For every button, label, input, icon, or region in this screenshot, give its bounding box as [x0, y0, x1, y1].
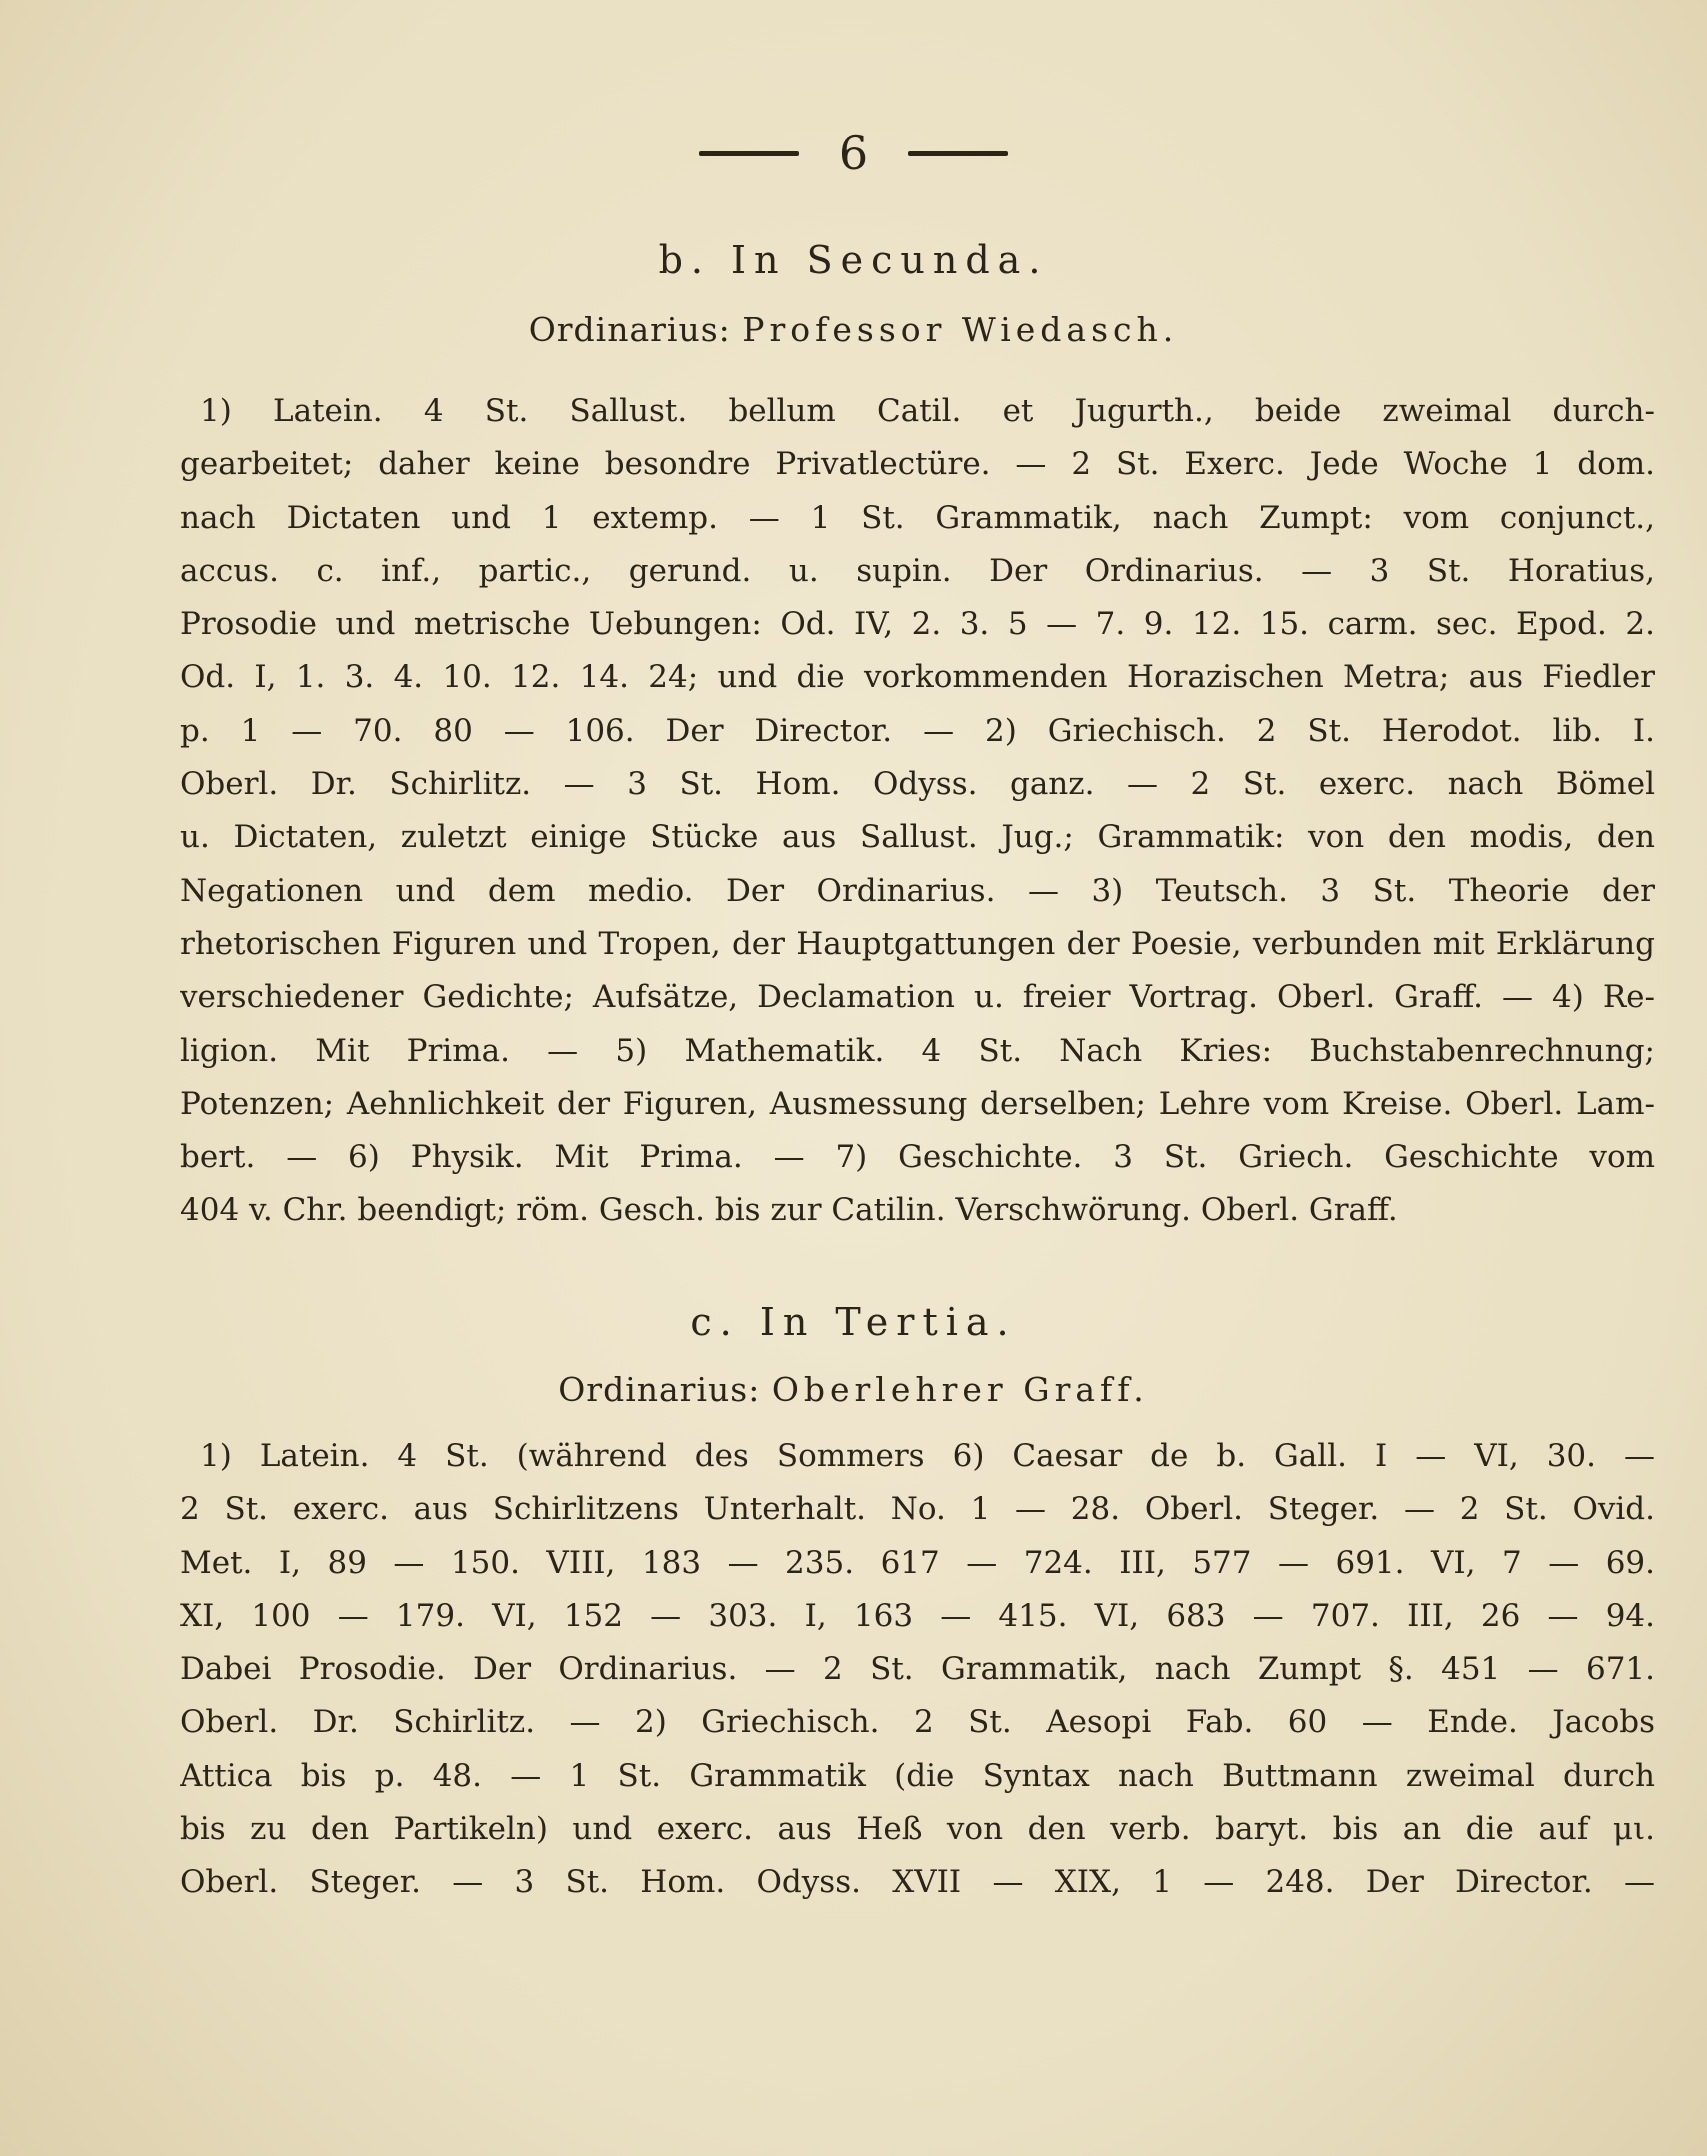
section-b-line: gearbeitet; daher keine besondre Privatlectüre. — 2 St. Exerc. Jede Woche 1 dom. — [180, 446, 1655, 483]
section-c-line: Oberl. Dr. Schirlitz. — 2) Griechisch. 2 St. Aesopi Fab. 60 — Ende. Jacobs — [180, 1704, 1655, 1741]
header-rule-right — [908, 151, 1008, 156]
section-b-line: u. Dictaten, zuletzt einige Stücke aus Sallust. Jug.; Grammatik: von den modis, den — [180, 819, 1655, 856]
section-c-subheading — [0, 1370, 1707, 1409]
section-b-line: Potenzen; Aehnlichkeit der Figuren, Ausmessung derselben; Lehre vom Kreise. Oberl. Lam- — [180, 1085, 1655, 1122]
section-b-line: p. 1 — 70. 80 — 106. Der Director. — 2) Griechisch. 2 St. Herodot. lib. I. — [180, 712, 1655, 749]
section-c-line: Dabei Prosodie. Der Ordinarius. — 2 St. Grammatik, nach Zumpt §. 451 — 671. — [180, 1651, 1655, 1688]
section-b-line: bert. — 6) Physik. Mit Prima. — 7) Geschichte. 3 St. Griech. Geschichte vom — [180, 1139, 1655, 1176]
section-c-line: Attica bis p. 48. — 1 St. Grammatik (die Syntax nach Buttmann zweimal durch — [180, 1757, 1655, 1794]
section-b-line: accus. c. inf., partic., gerund. u. supin. Der Ordinarius. — 3 St. Horatius, — [180, 552, 1655, 589]
section-c-line: Met. I, 89 — 150. VIII, 183 — 235. 617 — 724. III, 577 — 691. VI, 7 — 69. — [180, 1544, 1655, 1581]
section-b-body — [180, 385, 1655, 1238]
section-c-line: Oberl. Steger. — 3 St. Hom. Odyss. XVII — XIX, 1 — 248. Der Director. — — [180, 1864, 1655, 1901]
section-b-line: Od. I, 1. 3. 4. 10. 12. 14. 24; und die vorkommenden Horazischen Metra; aus Fiedler — [180, 659, 1655, 696]
section-b-heading: b. In Secunda. — [658, 238, 1049, 282]
page-number: 6 — [838, 126, 869, 180]
section-b-subheading — [0, 310, 1707, 349]
section-c-ordinarius-name: Oberlehrer Graff. — [771, 1370, 1149, 1409]
section-c-line: XI, 100 — 179. VI, 152 — 303. I, 163 — 415. VI, 683 — 707. III, 26 — 94. — [180, 1597, 1655, 1634]
section-c-heading: c. In Tertia. — [690, 1300, 1017, 1344]
section-c-line: 2 St. exerc. aus Schirlitzens Unterhalt. No. 1 — 28. Oberl. Steger. — 2 St. Ovid. — [180, 1491, 1655, 1528]
section-b-line: ligion. Mit Prima. — 5) Mathematik. 4 St. Nach Kries: Buchstabenrechnung; — [180, 1032, 1655, 1069]
section-b-line: Oberl. Dr. Schirlitz. — 3 St. Hom. Odyss. ganz. — 2 St. exerc. nach Bömel — [180, 766, 1655, 803]
page-header — [0, 126, 1707, 180]
section-c-body — [180, 1430, 1655, 1910]
section-b-line: rhetorischen Figuren und Tropen, der Hauptgattungen der Poesie, verbunden mit Erklärung — [180, 925, 1655, 962]
section-b-line: Negationen und dem medio. Der Ordinarius. — 3) Teutsch. 3 St. Theorie der — [180, 872, 1655, 909]
section-b-ordinarius-name: Professor Wiedasch. — [742, 310, 1179, 349]
section-b-ordinarius-label: Ordinarius: — [528, 310, 731, 349]
section-b-line: 404 v. Chr. beendigt; röm. Gesch. bis zur Catilin. Verschwörung. Oberl. Graff. — [180, 1192, 1398, 1229]
section-b-line: nach Dictaten und 1 extemp. — 1 St. Grammatik, nach Zumpt: vom conjunct., — [180, 499, 1655, 536]
section-b-line: Prosodie und metrische Uebungen: Od. IV, 2. 3. 5 — 7. 9. 12. 15. carm. sec. Epod. 2. — [180, 606, 1655, 643]
section-c-ordinarius-label: Ordinarius: — [558, 1370, 761, 1409]
section-c-line: bis zu den Partikeln) und exerc. aus Heß von den verb. baryt. bis an die auf μι. — [180, 1811, 1655, 1848]
section-b-line: 1) Latein. 4 St. Sallust. bellum Catil. et Jugurth., beide zweimal durch- — [200, 393, 1655, 429]
section-c-line: 1) Latein. 4 St. (während des Sommers 6) Caesar de b. Gall. I — VI, 30. — — [200, 1438, 1655, 1474]
header-rule-left — [699, 151, 799, 156]
section-b-line: verschiedener Gedichte; Aufsätze, Declamation u. freier Vortrag. Oberl. Graff. — 4) Re- — [180, 979, 1655, 1016]
